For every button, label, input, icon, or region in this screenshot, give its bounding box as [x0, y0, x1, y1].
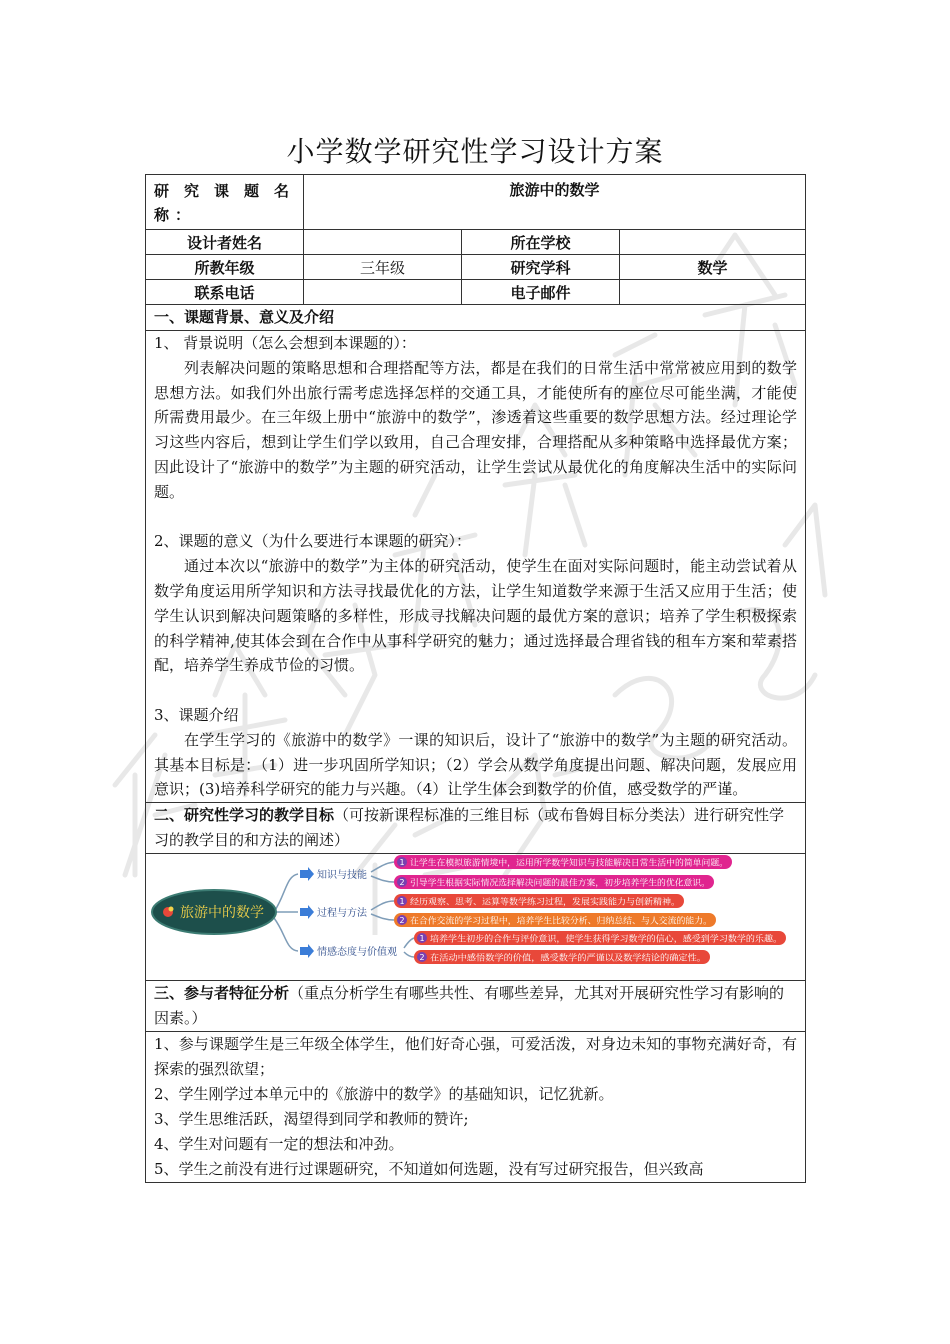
school-label: 所在学校 — [462, 230, 620, 255]
objective-item-text: 在活动中感悟数学的价值，感受数学的严谨以及数学结论的确定性。 — [430, 952, 682, 963]
participant-item: 2、学生刚学过本单元中的《旅游中的数学》的基础知识，记忆犹新。 — [154, 1085, 614, 1104]
objective-item-text: 让学生在模拟旅游情境中，运用所学数学知识与技能解决日常生活中的简单问题。 — [410, 857, 712, 868]
topic-label: 研究课题名称： — [146, 175, 304, 230]
objective-item-number: 2 — [419, 953, 425, 963]
section2-heading: 二、研究性学习的教学目标 — [154, 806, 335, 825]
phone-value — [304, 280, 462, 305]
objective-item — [414, 950, 710, 964]
participant-item: 5、学生之前没有进行过课题研究，不知道如何选题，没有写过研究报告，但兴致高 — [154, 1160, 704, 1179]
email-value — [620, 280, 806, 305]
section2-note: （可按新课程标准的三维目标（或布鲁姆目标分类法）进行研究性学习的教学目的和方法的阐述） — [154, 806, 785, 850]
objective-item-text: 引导学生根据实际情况选择解决问题的最佳方案，初步培养学生的优化意识。 — [410, 877, 695, 888]
section1-heading: 一、课题背景、意义及介绍 — [146, 305, 806, 331]
subject-value: 数学 — [620, 255, 806, 280]
page-title: 小学数学研究性学习设计方案 — [286, 135, 664, 168]
grade-label: 所教年级 — [146, 255, 304, 280]
objective-item-text: 经历观察、思考、运算等数学练习过程，发展实践能力与创新精神。 — [410, 896, 662, 907]
section3-heading-cell — [146, 981, 806, 1032]
arrow-right-icon — [300, 867, 314, 881]
mindmap-branch-attitude — [300, 944, 397, 958]
objective-item — [394, 855, 732, 869]
objectives-mindmap — [146, 854, 806, 980]
participant-item: 4、学生对问题有一定的想法和冲劲。 — [154, 1135, 404, 1154]
objective-item-text: 培养学生初步的合作与评价意识，使学生获得学习数学的信心，感受到学习数学的乐趣。 — [430, 933, 757, 944]
objective-item-number: 2 — [399, 916, 405, 926]
objective-item — [394, 894, 684, 908]
section3-heading: 三、参与者特征分析 — [154, 984, 290, 1003]
mindmap-center-label: 旅游中的数学 — [180, 905, 264, 922]
mindmap-cell — [146, 854, 806, 981]
section2-heading-cell — [146, 803, 806, 854]
topic-value: 旅游中的数学 — [304, 175, 806, 230]
phone-label: 联系电话 — [146, 280, 304, 305]
designer-label: 设计者姓名 — [146, 230, 304, 255]
intro-text: 在学生学习的《旅游中的数学》一课的知识后，设计了“旅游中的数学”为主题的研究活动。其基本目标是：（1）进一步巩固所学知识；（2）学会从数学角度提出问题、解决问题，发展应用意识；(3)培养科学研究的能力与兴趣。（4）让学生体会到数学的价值，感受数学的严谨。 — [154, 730, 797, 799]
branch-label: 知识与技能 — [317, 870, 367, 882]
participant-item: 3、学生思维活跃，渴望得到同学和教师的赞许; — [154, 1110, 469, 1129]
design-form-table — [145, 174, 806, 1183]
section1-body — [146, 331, 806, 803]
participant-item: 1、参与课题学生是三年级全体学生，他们好奇心强，可爱活泼，对身边未知的事物充满好奇，有探索的强烈欲望； — [154, 1035, 797, 1079]
meaning-text: 通过本次以“旅游中的数学”为主体的研究活动，使学生在面对实际问题时，能主动尝试着从数学角度运用所学知识和方法寻找最优化的方法，让学生知道数学来源于生活又应用于生活；使学生认识到解决问题策略的多样性，形成寻找解决问题的最优方案的意识；培养了学生积极探索的科学精神,使其体会到在合作中从事科学研究的魅力；通过选择最合理省钱的租车方案和荤素搭配，培养学生养成节俭的习惯。 — [154, 557, 797, 675]
grade-value: 三年级 — [304, 255, 462, 280]
school-value — [620, 230, 806, 255]
objective-item-number: 2 — [399, 878, 405, 888]
branch-label: 情感态度与价值观 — [317, 947, 397, 959]
email-label: 电子邮件 — [462, 280, 620, 305]
section3-note: （重点分析学生有哪些共性、有哪些差异，尤其对开展研究性学习有影响的因素。） — [154, 984, 785, 1028]
objective-item — [394, 875, 714, 889]
designer-value — [304, 230, 462, 255]
subject-label: 研究学科 — [462, 255, 620, 280]
arrow-right-icon — [300, 944, 314, 958]
branch-label: 过程与方法 — [317, 908, 367, 920]
arrow-right-icon — [300, 905, 314, 919]
objective-item — [394, 913, 716, 927]
mindmap-branch-knowledge — [300, 867, 367, 881]
section3-body — [146, 1032, 806, 1183]
objective-item-number: 1 — [419, 934, 425, 944]
intro-title: 3、课题介绍 — [154, 705, 239, 724]
objective-item-number: 1 — [399, 858, 405, 868]
background-text: 列表解决问题的策略思想和合理搭配等方法，都是在我们的日常生活中常常被应用到的数学思想方法。如我们外出旅行需考虑选择怎样的交通工具，才能使所有的座位尽可能坐满，才能使所需费用最少。在三年级上册中“旅游中的数学”，渗透着这些重要的数学思想方法。经过理论学习这些内容后，想到让学生们学以致用，自己合理安排，合理搭配从多种策略中选择最优方案；因此设计了“旅游中的数学”为主题的研究活动，让学生尝试从最优化的角度解决生活中的实际问题。 — [154, 358, 797, 501]
objective-item — [414, 931, 786, 945]
objective-item-text: 在合作交流的学习过程中，培养学生比较分析、归纳总结、与人交流的能力。 — [410, 915, 695, 926]
meaning-title: 2、课题的意义（为什么要进行本课题的研究）： — [154, 532, 472, 551]
background-title: 1、 背景说明（怎么会想到本课题的）： — [154, 334, 416, 352]
objective-item-number: 1 — [399, 897, 405, 907]
mindmap-branch-process — [300, 905, 368, 919]
